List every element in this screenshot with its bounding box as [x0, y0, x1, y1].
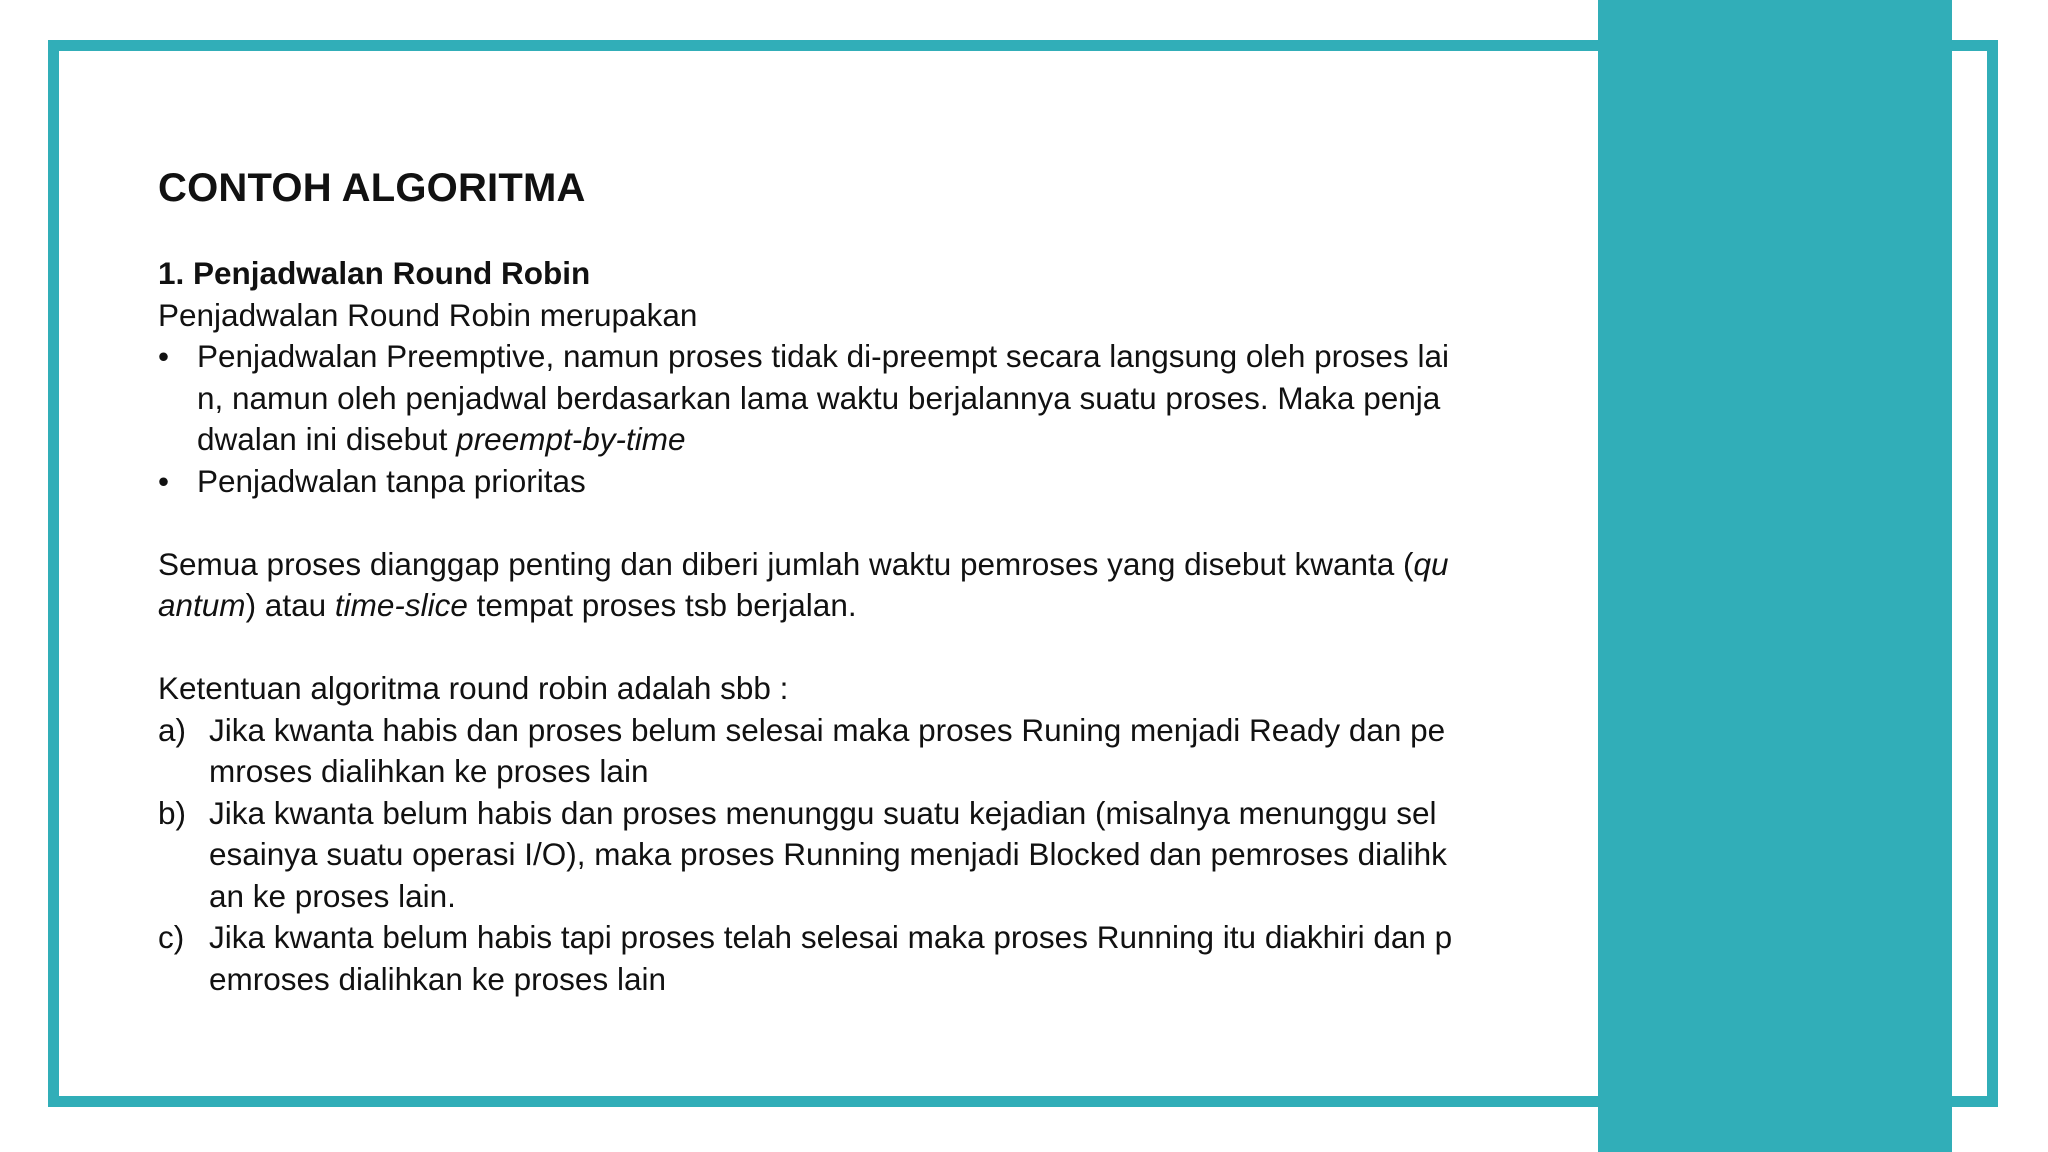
rule-line: Jika kwanta habis dan proses belum selesai maka proses Runing menjadi Ready dan pe	[209, 711, 1446, 748]
rule-line: mroses dialihkan ke proses lain	[209, 753, 649, 789]
paragraph-text: Semua proses dianggap penting dan diberi jumlah waktu pemroses yang disebut kwanta (	[158, 545, 1414, 582]
emphasis-term: qu	[1413, 545, 1449, 582]
emphasis-term: antum	[158, 587, 246, 623]
paragraph-text: ) atau	[245, 587, 335, 623]
rules-list	[158, 710, 1563, 1001]
slide-title: CONTOH ALGORITMA	[158, 166, 586, 210]
emphasis-term: time-slice	[334, 587, 468, 623]
rule-line: an ke proses lain.	[209, 877, 456, 914]
rule-marker: c)	[158, 919, 185, 955]
rule-line: esainya suatu operasi I/O), maka proses Running menjadi Blocked dan pemroses dialihk	[209, 836, 1447, 872]
rule-item	[158, 917, 1563, 1000]
spacer	[158, 502, 1563, 544]
emphasis-term: preempt-by-time	[456, 421, 686, 457]
bullet-line: n, namun oleh penjadwal berdasarkan lama waktu berjalannya suatu proses. Maka penja	[197, 379, 1441, 416]
bullet-item	[158, 336, 1563, 461]
paragraph-text: tempat proses tsb berjalan.	[467, 587, 857, 623]
paragraph-line	[158, 585, 1563, 627]
quantum-paragraph	[158, 544, 1563, 627]
bullet-marker: •	[158, 462, 170, 499]
rule-line: Jika kwanta belum habis dan proses menunggu suatu kejadian (misalnya menunggu sel	[209, 794, 1437, 831]
spacer	[158, 627, 1563, 669]
bullet-item	[158, 461, 1563, 503]
rule-item	[158, 710, 1563, 793]
bullet-line	[197, 419, 1563, 461]
paragraph-line	[158, 544, 1563, 586]
rules-intro: Ketentuan algoritma round robin adalah sbb :	[158, 670, 789, 706]
slide-body	[158, 253, 1563, 1000]
bullet-marker: •	[158, 338, 170, 374]
section-heading: 1. Penjadwalan Round Robin	[158, 255, 591, 291]
rule-line: Jika kwanta belum habis tapi proses telah selesai maka proses Running itu diakhiri dan p	[209, 919, 1453, 955]
rule-item	[158, 793, 1563, 918]
section-intro: Penjadwalan Round Robin merupakan	[158, 296, 698, 333]
bullet-text: dwalan ini disebut	[197, 421, 457, 457]
accent-bar	[1598, 0, 1952, 1152]
rule-line: emroses dialihkan ke proses lain	[209, 960, 666, 997]
slide-content	[158, 166, 1563, 1000]
bullet-line: Penjadwalan tanpa prioritas	[197, 462, 586, 499]
rule-marker: b)	[158, 794, 187, 831]
bullet-list	[158, 336, 1563, 502]
bullet-line: Penjadwalan Preemptive, namun proses tidak di-preempt secara langsung oleh proses lai	[197, 338, 1449, 374]
rule-marker: a)	[158, 711, 187, 748]
